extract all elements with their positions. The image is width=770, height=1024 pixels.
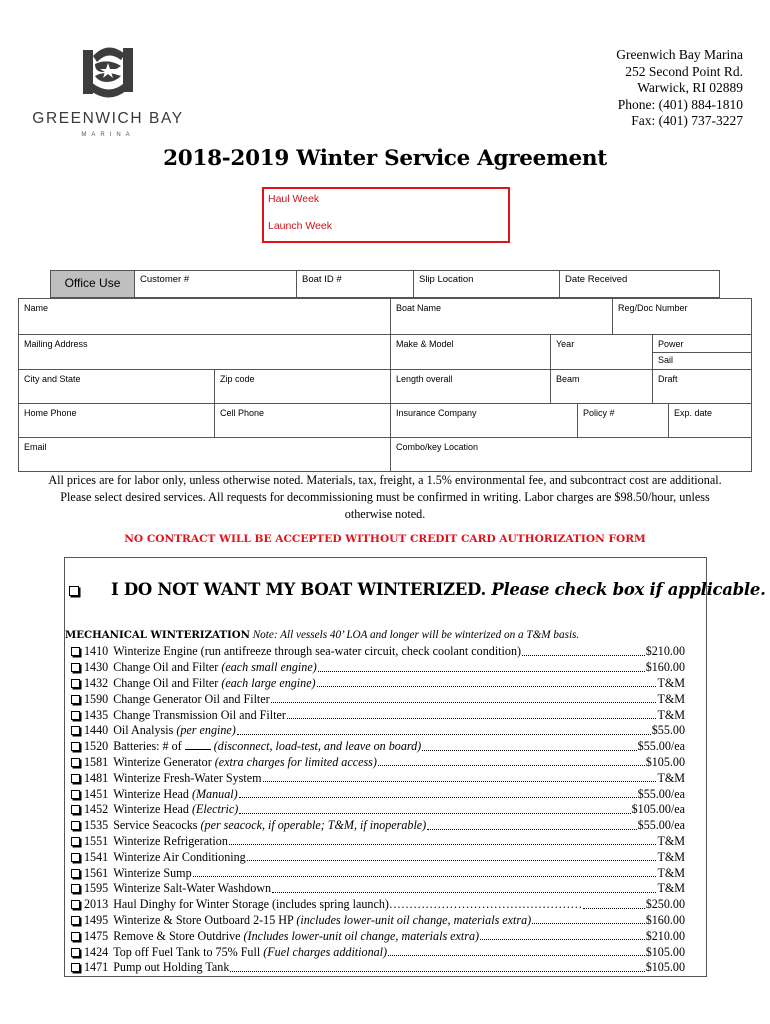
- haul-week-field[interactable]: Haul Week: [268, 193, 320, 205]
- service-description-text: Winterize Refrigeration: [113, 833, 228, 848]
- customer-info-grid: [18, 298, 752, 472]
- service-code: 1475: [84, 928, 109, 943]
- service-description-text: Pump out Holding Tank: [113, 960, 230, 975]
- service-description-text: Winterize Head: [113, 786, 192, 801]
- policy-number-field[interactable]: Policy #: [577, 404, 668, 437]
- service-price: $55.00: [651, 723, 685, 738]
- service-description: [113, 676, 315, 691]
- service-code: 1440: [84, 723, 109, 738]
- name-field[interactable]: Name: [24, 303, 49, 313]
- service-item[interactable]: [71, 739, 685, 755]
- leader-dots: [237, 734, 651, 735]
- checkbox-icon[interactable]: [71, 758, 80, 767]
- service-description: [113, 755, 377, 770]
- address-line: 252 Second Point Rd.: [625, 63, 743, 79]
- service-code: 1424: [84, 944, 109, 959]
- service-price: $105.00/ea: [631, 802, 685, 817]
- draft-field[interactable]: Draft: [652, 370, 751, 403]
- service-item[interactable]: [71, 786, 685, 802]
- service-description-text: Change Transmission Oil and Filter: [113, 707, 286, 722]
- service-price: T&M: [657, 849, 685, 864]
- service-description: [113, 913, 531, 928]
- service-description-text: Change Oil and Filter: [113, 675, 222, 690]
- leader-dots: [378, 765, 645, 766]
- checkbox-icon[interactable]: [71, 695, 80, 704]
- boat-id-field[interactable]: Boat ID #: [296, 271, 413, 297]
- leader-dots: [271, 702, 657, 703]
- service-description-text: Change Generator Oil and Filter: [113, 691, 270, 706]
- service-description-text: Oil Analysis: [113, 723, 177, 738]
- checkbox-icon[interactable]: [71, 726, 80, 735]
- checkbox-icon[interactable]: [71, 679, 80, 688]
- service-code: 1551: [84, 833, 109, 848]
- service-code: 2013: [84, 897, 109, 912]
- power-sail-cell: [652, 335, 751, 369]
- checkbox-icon[interactable]: [71, 869, 80, 878]
- service-description-note: (disconnect, load-test, and leave on board): [213, 739, 422, 754]
- service-description-text: Winterize & Store Outboard 2-15 HP: [113, 912, 297, 927]
- service-item[interactable]: [71, 834, 685, 850]
- checkbox-icon[interactable]: [71, 916, 80, 925]
- service-price: $160.00: [645, 660, 685, 675]
- service-code: 1432: [84, 675, 109, 690]
- service-description-note: (each large engine): [221, 675, 316, 690]
- service-item[interactable]: [71, 881, 685, 897]
- service-description: [113, 644, 521, 659]
- checkbox-icon[interactable]: [71, 647, 80, 656]
- service-price: $55.00/ea: [637, 739, 685, 754]
- service-code: 1495: [84, 912, 109, 927]
- grid-row: [19, 437, 751, 471]
- grid-row: [19, 403, 751, 437]
- service-description-text: Haul Dinghy for Winter Storage (includes spring launch)…………………………………………: [113, 897, 583, 912]
- service-description: [113, 897, 582, 912]
- service-price: T&M: [657, 881, 685, 896]
- launch-week-field[interactable]: Launch Week: [268, 220, 333, 232]
- zip-code-field[interactable]: Zip code: [214, 370, 390, 403]
- slip-location-field[interactable]: Slip Location: [413, 271, 559, 297]
- service-item[interactable]: [71, 691, 685, 707]
- grid-row: [19, 299, 751, 334]
- checkbox-icon[interactable]: [71, 900, 80, 909]
- service-description: [113, 945, 387, 960]
- leader-dots: [532, 923, 645, 924]
- service-price: $210.00: [645, 928, 685, 943]
- insurance-company-field[interactable]: Insurance Company: [390, 404, 577, 437]
- service-description: [113, 708, 286, 723]
- service-item[interactable]: [71, 644, 685, 660]
- service-item[interactable]: [71, 755, 685, 771]
- service-description-text: Remove & Store Outdrive: [113, 928, 244, 943]
- no-winterize-label: [111, 580, 766, 599]
- leader-dots: [247, 860, 657, 861]
- service-price: T&M: [657, 833, 685, 848]
- power-option[interactable]: Power: [658, 339, 684, 349]
- no-winterize-main: I DO NOT WANT MY BOAT WINTERIZED.: [111, 580, 486, 599]
- service-price: T&M: [657, 675, 685, 690]
- leader-dots: [522, 655, 645, 656]
- exp-date-field[interactable]: Exp. date: [668, 404, 751, 437]
- service-description: [113, 834, 228, 849]
- service-description: [113, 660, 317, 675]
- service-description: [113, 787, 237, 802]
- service-description-text: Change Oil and Filter: [113, 660, 222, 675]
- service-item[interactable]: [71, 913, 685, 929]
- leader-dots: [230, 971, 644, 972]
- mechanical-title: MECHANICAL WINTERIZATION: [65, 629, 250, 641]
- checkbox-icon[interactable]: [71, 790, 80, 799]
- service-description-text: Winterize Salt-Water Washdown: [113, 881, 272, 896]
- services-box: [64, 557, 766, 977]
- leader-dots: [239, 797, 637, 798]
- checkbox-icon[interactable]: [71, 774, 80, 783]
- service-description: [113, 739, 421, 754]
- service-description-note: (includes lower-unit oil change, materials extra): [296, 912, 532, 927]
- service-description-text: Service Seacocks: [113, 818, 201, 833]
- service-description-text: Winterize Head: [113, 802, 192, 817]
- service-description-note: (per engine): [176, 723, 236, 738]
- service-description-note: (per seacock, if operable; T&M, if inoperable): [200, 818, 427, 833]
- service-description-text: Winterize Generator: [113, 754, 215, 769]
- address-line: Warwick, RI 02889: [637, 80, 743, 95]
- service-price: $55.00/ea: [637, 818, 685, 833]
- leader-dots: [263, 781, 657, 782]
- service-price: T&M: [657, 707, 685, 722]
- checkbox-icon[interactable]: [71, 963, 80, 972]
- checkbox-icon[interactable]: [71, 884, 80, 893]
- leader-dots: [583, 908, 644, 909]
- service-item[interactable]: [71, 802, 685, 818]
- service-code: 1595: [84, 881, 109, 896]
- leader-dots: [480, 939, 645, 940]
- customer-number-field[interactable]: Customer #: [134, 271, 296, 297]
- service-item[interactable]: [71, 660, 685, 676]
- service-code: 1481: [84, 770, 109, 785]
- page-title: 2018-2019 Winter Service Agreement: [163, 146, 607, 171]
- service-price: $105.00: [645, 960, 685, 975]
- battery-count-blank[interactable]: [185, 740, 211, 750]
- checkbox-icon[interactable]: [69, 586, 79, 596]
- logo-subtitle: MARINA: [81, 132, 135, 138]
- address-phone: Phone: (401) 884-1810: [617, 96, 743, 112]
- pricing-notice: All prices are for labor only, unless otherwise noted. Materials, tax, freight, a 1.5% environmental fee, and subcontract cost are additional. Please select desired services. All requests for decommissioning must be confirmed in writing. Labor charges are $98.50/hour, unless otherwise noted.: [48, 473, 722, 521]
- leader-dots: [272, 892, 656, 893]
- service-description: [113, 850, 246, 865]
- address-line: Greenwich Bay Marina: [616, 47, 743, 62]
- service-description-text: Winterize Sump: [113, 865, 192, 880]
- service-description: [113, 771, 261, 786]
- combo-key-field[interactable]: Combo/key Location: [390, 438, 751, 471]
- service-item[interactable]: [71, 865, 685, 881]
- service-description-note: (Electric): [191, 802, 239, 817]
- service-price: T&M: [657, 770, 685, 785]
- service-item[interactable]: [71, 944, 685, 960]
- logo-name: GREENWICH BAY: [32, 110, 184, 127]
- checkbox-icon[interactable]: [71, 821, 80, 830]
- service-description-text: Top off Fuel Tank to 75% Full: [113, 944, 264, 959]
- no-winterize-note: Please check box if applicable.: [491, 580, 766, 599]
- checkbox-icon[interactable]: [71, 837, 80, 846]
- leader-dots: [287, 718, 657, 719]
- beam-field[interactable]: Beam: [550, 370, 652, 403]
- service-description-text: Batteries: # of: [113, 739, 182, 754]
- sail-option[interactable]: Sail: [653, 352, 751, 370]
- checkbox-icon[interactable]: [71, 805, 80, 814]
- office-use-row: [50, 270, 720, 298]
- service-description-text: Winterize Fresh-Water System: [113, 770, 262, 785]
- year-field[interactable]: Year: [550, 335, 652, 369]
- email-field[interactable]: Email: [24, 442, 47, 452]
- leader-dots: [427, 829, 636, 830]
- weeks-box: [262, 187, 510, 243]
- service-description: [113, 692, 270, 707]
- service-price: T&M: [657, 691, 685, 706]
- service-item[interactable]: [71, 770, 685, 786]
- service-price: $55.00/ea: [637, 786, 685, 801]
- service-code: 1581: [84, 754, 109, 769]
- leader-dots: [422, 750, 636, 751]
- service-description: [113, 960, 229, 975]
- service-code: 1590: [84, 691, 109, 706]
- service-price: T&M: [657, 865, 685, 880]
- boat-name-field[interactable]: Boat Name: [390, 299, 612, 334]
- service-code: 1535: [84, 818, 109, 833]
- grid-row: [19, 334, 751, 369]
- service-description: [113, 818, 426, 833]
- service-description-note: (extra charges for limited access): [214, 754, 377, 769]
- service-description-note: (Manual): [191, 786, 238, 801]
- checkbox-icon[interactable]: [71, 853, 80, 862]
- cell-phone-field[interactable]: Cell Phone: [214, 404, 390, 437]
- service-code: 1430: [84, 660, 109, 675]
- office-use-label: Office Use: [51, 271, 134, 297]
- service-description: [113, 866, 191, 881]
- leader-dots: [193, 876, 657, 877]
- leader-dots: [229, 844, 657, 845]
- make-model-field[interactable]: Make & Model: [390, 335, 550, 369]
- service-price: $160.00: [645, 912, 685, 927]
- service-description: [113, 929, 479, 944]
- service-item[interactable]: [71, 897, 685, 913]
- mechanical-note: Note: All vessels 40’ LOA and longer will be winterized on a T&M basis.: [252, 629, 580, 641]
- city-state-field[interactable]: City and State: [24, 374, 81, 384]
- length-overall-field[interactable]: Length overall: [390, 370, 550, 403]
- marina-logo: [28, 36, 188, 146]
- leader-dots: [239, 813, 630, 814]
- mailing-address-field[interactable]: Mailing Address: [24, 339, 88, 349]
- service-description-text: Winterize Engine (run antifreeze through sea-water circuit, check coolant condition): [113, 644, 522, 659]
- service-description-note: (Includes lower-unit oil change, materials extra): [243, 928, 480, 943]
- service-item[interactable]: [71, 676, 685, 692]
- service-item[interactable]: [71, 849, 685, 865]
- service-item[interactable]: [71, 818, 685, 834]
- service-price: $210.00: [645, 644, 685, 659]
- service-item[interactable]: [71, 960, 685, 976]
- service-price: $105.00: [645, 754, 685, 769]
- service-description: [113, 802, 238, 817]
- reg-doc-field[interactable]: Reg/Doc Number: [612, 299, 751, 334]
- service-items-list: [71, 644, 685, 976]
- mechanical-heading: [65, 629, 579, 641]
- service-code: 1471: [84, 960, 109, 975]
- service-price: $105.00: [645, 944, 685, 959]
- home-phone-field[interactable]: Home Phone: [24, 408, 77, 418]
- service-code: 1452: [84, 802, 109, 817]
- service-code: 1520: [84, 739, 109, 754]
- grid-row: [19, 369, 751, 403]
- service-code: 1541: [84, 849, 109, 864]
- service-code: 1451: [84, 786, 109, 801]
- marina-emblem-icon: [73, 36, 143, 106]
- service-description-note: (Fuel charges additional): [263, 944, 388, 959]
- service-description: [113, 881, 271, 896]
- service-item[interactable]: [71, 928, 685, 944]
- service-item[interactable]: [71, 723, 685, 739]
- checkbox-icon[interactable]: [71, 663, 80, 672]
- checkbox-icon[interactable]: [71, 932, 80, 941]
- checkbox-icon[interactable]: [71, 742, 80, 751]
- service-description-note: (each small engine): [221, 660, 317, 675]
- service-description: [113, 723, 236, 738]
- checkbox-icon[interactable]: [71, 711, 80, 720]
- leader-dots: [318, 671, 645, 672]
- service-item[interactable]: [71, 707, 685, 723]
- address-fax: Fax: (401) 737-3227: [631, 113, 743, 128]
- service-code: 1435: [84, 707, 109, 722]
- service-price: $250.00: [645, 897, 685, 912]
- date-received-field[interactable]: Date Received: [559, 271, 719, 297]
- service-description-text: Winterize Air Conditioning: [113, 849, 246, 864]
- leader-dots: [317, 686, 657, 687]
- checkbox-icon[interactable]: [71, 948, 80, 957]
- service-code: 1561: [84, 865, 109, 880]
- marina-address: [616, 47, 743, 130]
- leader-dots: [388, 955, 645, 956]
- service-code: 1410: [84, 644, 109, 659]
- no-contract-warning: NO CONTRACT WILL BE ACCEPTED WITHOUT CREDIT CARD AUTHORIZATION FORM: [124, 533, 646, 545]
